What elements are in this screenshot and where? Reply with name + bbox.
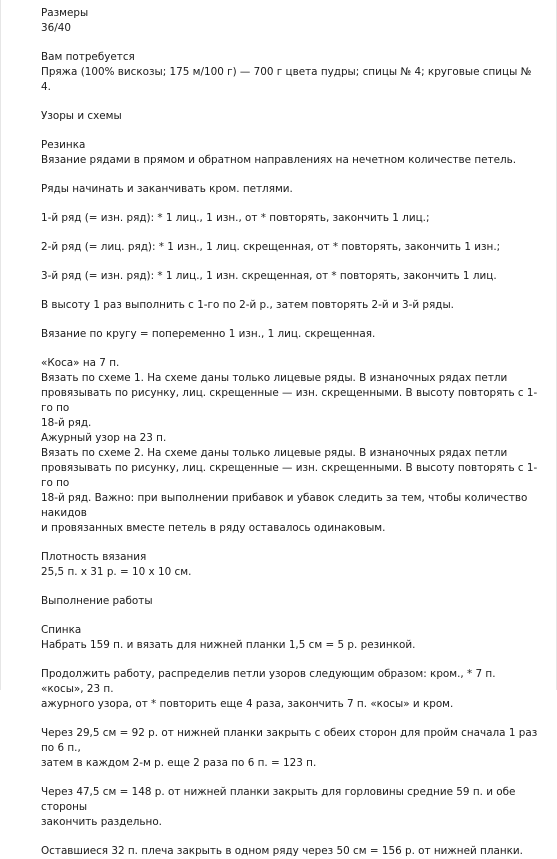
sizes-value: 36/40 [41,22,71,34]
back-section [41,623,538,653]
lace-heading: Ажурный узор на 23 п. [41,432,167,444]
back-cast-on: Набрать 159 п. и вязать для нижней планки 1,5 см = 5 р. резинкой. [41,639,416,651]
rib-section [41,138,538,168]
cable-line-1: Вязать по схеме 1. На схеме даны только лицевые ряды. В изнаночных рядах петли [41,372,508,384]
back-shoulder: Оставшиеся 32 п. плеча закрыть в одном ряду через 50 см = 156 р. от нижней планки. [41,845,523,857]
materials-text: Пряжа (100% вискозы; 175 м/100 г) — 700 г цвета пудры; спицы № 4; круговые спицы № 4. [41,66,532,93]
lace-line-4: и провязанных вместе петель в ряду оставалось одинаковым. [41,522,386,534]
rib-edge-note: Ряды начинать и заканчивать кром. петлями. [41,183,293,195]
gauge-value: 25,5 п. х 31 р. = 10 х 10 см. [41,566,192,578]
back-heading: Спинка [41,624,82,636]
rib-round: Вязание по кругу = попеременно 1 изн., 1 лиц. скрещенная. [41,328,376,340]
materials-section [41,50,538,95]
patterns-heading: Узоры и схемы [41,110,122,122]
lace-line-1: Вязать по схеме 2. На схеме даны только лицевые ряды. В изнаночных рядах петли [41,447,508,459]
cable-line-2: провязывать по рисунку, лиц. скрещенные — изн. скрещенными. В высоту повторять с 1-го по [41,387,538,414]
sizes-section [41,6,538,36]
back-layout-1: Продолжить работу, распределив петли узоров следующим образом: кром., * 7 п. «косы», 23 п. [41,668,496,695]
back-armhole-1: Через 29,5 см = 92 р. от нижней планки закрыть с обеих сторон для пройм сначала 1 раз по 6 п., [41,727,538,754]
rib-heading: Резинка [41,139,86,151]
work-heading: Выполнение работы [41,595,153,607]
materials-heading: Вам потребуется [41,51,135,63]
rib-intro: Вязание рядами в прямом и обратном направлениях на нечетном количестве петель. [41,154,517,166]
back-armhole-2: затем в каждом 2-м р. еще 2 раза по 6 п. = 123 п. [41,757,317,769]
gauge-section [41,550,538,580]
back-neck-1: Через 47,5 см = 148 р. от нижней планки закрыть для горловины средние 59 п. и обе стороны [41,786,516,813]
cable-heading: «Коса» на 7 п. [41,357,120,369]
cable-line-3: 18-й ряд. [41,417,92,429]
rib-height: В высоту 1 раз выполнить с 1-го по 2-й р., затем повторять 2-й и 3-й ряды. [41,299,454,311]
cable-section [41,356,538,536]
rib-row-2: 2-й ряд (= лиц. ряд): * 1 изн., 1 лиц. скрещенная, от * повторять, закончить 1 изн.; [41,241,501,253]
rib-row-3: 3-й ряд (= изн. ряд): * 1 лиц., 1 изн. скрещенная, от * повторять, закончить 1 лиц. [41,270,497,282]
rib-row-1: 1-й ряд (= изн. ряд): * 1 лиц., 1 изн., от * повторять, закончить 1 лиц.; [41,212,430,224]
lace-line-3: 18-й ряд. Важно: при выполнении прибавок и убавок следить за тем, чтобы количество накидов [41,492,528,519]
sizes-heading: Размеры [41,7,89,19]
lace-line-2: провязывать по рисунку, лиц. скрещенные — изн. скрещенными. В высоту повторять с 1-го по [41,462,538,489]
back-layout-2: ажурного узора, от * повторить еще 4 раза, закончить 7 п. «косы» и кром. [41,698,454,710]
gauge-heading: Плотность вязания [41,551,147,563]
back-neck-2: закончить раздельно. [41,816,162,828]
